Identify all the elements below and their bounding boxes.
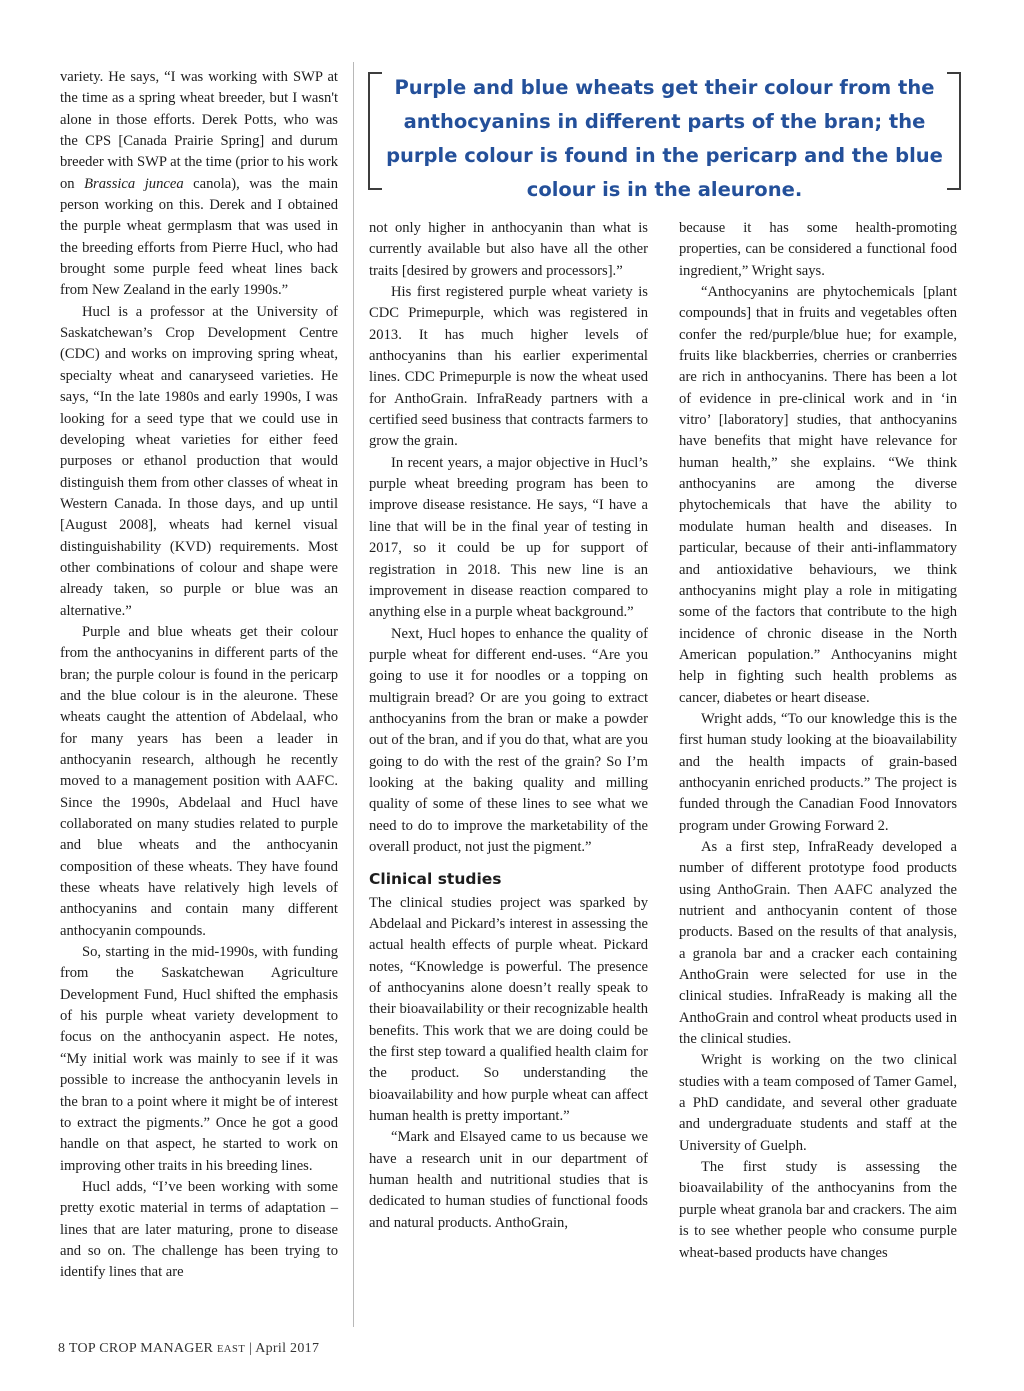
paragraph: As a first step, InfraReady developed a number of different prototype food products using AnthoGrain. Then AAFC analyzed the nutrient and anthocyanin content of those products. Based on the results of that analysis, a granola bar and a cracker each containing AnthoGrain were selected for use in the clinical studies. InfraReady is making all the AnthoGrain and control wheat products used in the clinical studies. xyxy=(679,838,957,1048)
paragraph: Wright adds, “To our knowledge this is the first human study looking at the bioavailability and the health impacts of grain-based anthocyanin enriched products.” The project is funded through the Canadian Food Innovators program under Growing Forward 2. xyxy=(679,710,957,834)
issue-date: April 2017 xyxy=(255,1341,320,1356)
page-number: 8 xyxy=(58,1341,66,1356)
paragraph: not only higher in anthocyanin than what is currently available but also have all the other traits [desired by growers and processors].” xyxy=(369,220,648,279)
footer-separator: | xyxy=(249,1341,253,1356)
paragraph: The clinical studies project was sparked by Abdelaal and Pickard’s interest in assessing the actual health effects of purple wheat. Pickard notes, “Knowledge is powerful. The presence of anthocyanins alone doesn’t really speak to their bioavailability or their recognizable health benefits. This work that we are doing could be the first step toward a qualified health claim for the product. So understanding the bioavailability and how purple wheat can affect human health is pretty important.” xyxy=(369,894,648,1125)
pull-quote xyxy=(368,68,961,201)
paragraph: “Anthocyanins are phytochemicals [plant compounds] that in fruits and vegetables often confer the red/purple/blue hue; for example, fruits like blackberries, cherries or cranberries are rich in anthocyanins. There has been a lot of evidence in pre-clinical work and in ‘in vitro’ [laboratory] studies, that anthocyanins have benefits that might have relevance for human health,” she explains. “We think anthocyanins are among the diverse phytochemicals that have the ability to modulate human health and diseases. In particular, because of their anti-inflammatory and antioxidative behaviours, we think anthocyanins might play a role in mitigating some of the factors that contribute to the high incidence of chronic disease in the North American population.” Anthocyanins might help in fighting such health problems as cancer, diabetes or heart disease. xyxy=(679,284,957,706)
paragraph: “Mark and Elsayed came to us because we have a research unit in our department of human health and nutritional studies that is dedicated to human studies of functional foods and natural products. AnthoGrain, xyxy=(369,1129,648,1231)
section-heading: Clinical studies xyxy=(369,870,502,889)
article-column-1 xyxy=(60,67,338,1284)
paragraph: Hucl adds, “I’ve been working with some pretty exotic material in terms of adaptation – lines that are later maturing, prone to disease and so on. The challenge has been trying to identify lines that are xyxy=(60,1178,338,1281)
article-column-2 xyxy=(369,218,648,1234)
paragraph: variety. He says, “I was working with SWP at the time as a spring wheat breeder, but I wasn't alone in those efforts. Derek Potts, who was the CPS [Canada Prairie Spring] and durum breeder with SWP at the time (prior to his work on Brassica juncea canola), was the main person working on this. Derek and I obtained the purple wheat germplasm that was used in the breeding efforts from Pierre Hucl, who had brought some purple feed wheat lines back from New Zealand in the early 1990s.” xyxy=(60,69,338,299)
pull-quote-text: Purple and blue wheats get their colour from the anthocyanins in different parts of the bran; the purple colour is found in the pericarp and the blue colour is in the aleurone. xyxy=(386,76,943,201)
paragraph: In recent years, a major objective in Hucl’s purple wheat breeding program has been to improve disease resistance. He says, “I have a line that will be in the final year of testing in 2017, so it could be up for support of registration in 2018. This new line is an improvement in disease reaction compared to anything else in a purple wheat background.” xyxy=(369,454,648,621)
paragraph: Hucl is a professor at the University of Saskatchewan’s Crop Development Centre (CDC) and works on improving spring wheat, specialty wheat and canaryseed varieties. He says, “In the late 1980s and early 1990s, I was looking for a seed type that we could use in developing wheat varieties for either feed purposes or ethanol production that would distinguish them from other classes of wheat in Western Canada. In those days, and up until [August 2008], wheats had kernel visual distinguishability (KVD) requirements. Most other combinations of colour and shape were already taken, so purple or blue was an alternative.” xyxy=(60,303,338,619)
article-column-3 xyxy=(679,218,957,1264)
paragraph: because it has some health-promoting properties, can be considered a functional food ingredient,” Wright says. xyxy=(679,220,957,279)
paragraph: The first study is assessing the bioavailability of the anthocyanins from the purple wheat granola bar and crackers. The aim is to see whether people who consume purple wheat-based products have changes xyxy=(679,1159,957,1261)
paragraph: Next, Hucl hopes to enhance the quality of purple wheat for different end-uses. “Are you going to use it for noodles or a topping on multigrain bread? Or are you going to extract anthocyanins from the bran or make a powder out of the bran, and if you do that, what are you going to do with the rest of the grain? So I’m looking at the baking quality and milling quality of some of these lines to see what we need to do to improve the marketability of the overall product, not just the pigment.” xyxy=(369,625,648,855)
paragraph: Purple and blue wheats get their colour from the anthocyanins in different parts of the bran; the purple colour is found in the pericarp and the blue colour is in the aleurone. These wheats caught the attention of Abdelaal, who for many years has been a leader in anthocyanin research, although he recently moved to a management position with AAFC. Since the 1990s, Abdelaal and Hucl have collaborated on many studies related to purple and blue wheats and the anthocyanin composition of these wheats. They have found these wheats have relatively high levels of anthocyanins and contain many different anthocyanin compounds. xyxy=(60,623,338,939)
page-footer xyxy=(58,1341,319,1357)
edition-label: EAST xyxy=(217,1344,246,1355)
paragraph: Wright is working on the two clinical studies with a team composed of Tamer Gamel, a PhD candidate, and several other graduate and undergraduate students and staff at the University of Guelph. xyxy=(679,1052,957,1154)
magazine-name: TOP CROP MANAGER xyxy=(68,1341,214,1356)
right-bracket xyxy=(947,72,961,190)
paragraph: His first registered purple wheat variety is CDC Primepurple, which was registered in 2013. It has much higher levels of anthocyanins than his earlier experimental lines. CDC Primepurple is now the wheat used for AnthoGrain. InfraReady partners with a certified seed business that contracts farmers to grow the grain. xyxy=(369,284,648,450)
column-divider xyxy=(353,62,354,1327)
paragraph: So, starting in the mid-1990s, with funding from the Saskatchewan Agriculture Development Fund, Hucl shifted the emphasis of his purple wheat variety development to focus on the anthocyanin aspect. He notes, “My initial work was mainly to see if it was possible to increase the anthocyanin levels in the bran to a point where it might be of interest to extract the pigments.” Once he got a good handle on that aspect, he started to work on improving other traits in his breeding lines. xyxy=(60,944,338,1174)
species-name: Brassica juncea xyxy=(84,175,184,192)
